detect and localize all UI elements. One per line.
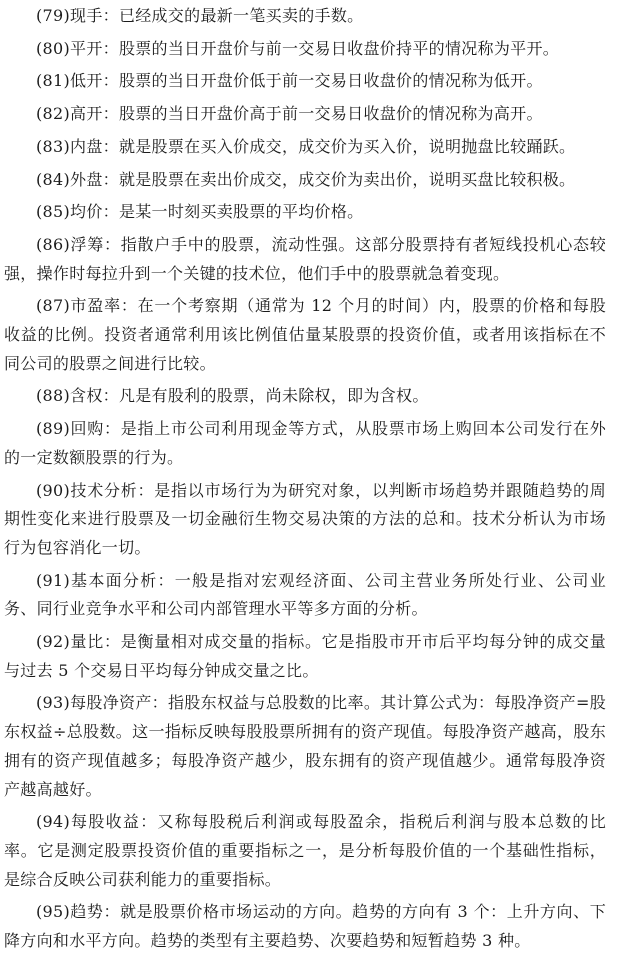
glossary-entry-80 bbox=[4, 35, 606, 64]
entry-text: 市盈率：在一个考察期（通常为 12 个月的时间）内，股票的价格和每股收益的比例。投资者通常利用该比例值估量某股票的投资价值，或者用该指标在不同公司的股票之间进行比较。 bbox=[4, 296, 606, 373]
entry-number: (86) bbox=[36, 234, 71, 254]
entry-text: 浮筹：指散户手中的股票，流动性强。这部分股票持有者短线投机心态较强，操作时每拉升到一个关键的技术位，他们手中的股票就急着变现。 bbox=[4, 234, 606, 283]
entry-text: 基本面分析：一般是指对宏观经济面、公司主营业务所处行业、公司业务、同行业竞争水平和公司内部管理水平等多方面的分析。 bbox=[4, 570, 606, 619]
glossary-entry-93 bbox=[4, 689, 606, 804]
entry-number: (82) bbox=[36, 104, 71, 124]
glossary-entry-88 bbox=[4, 382, 606, 411]
entry-text: 趋势：就是股票价格市场运动的方向。趋势的方向有 3 个：上升方向、下降方向和水平方向。趋势的类型有主要趋势、次要趋势和短暂趋势 3 种。 bbox=[4, 902, 606, 951]
entry-text: 每股收益：又称每股税后利润或每股盈余，指税后利润与股本总数的比率。它是测定股票投资价值的重要指标之一，是分析每股价值的一个基础性指标，是综合反映公司获利能力的重要指标。 bbox=[4, 812, 606, 889]
entry-number: (84) bbox=[36, 169, 71, 189]
entry-number: (81) bbox=[36, 71, 71, 91]
entry-number: (85) bbox=[36, 202, 71, 222]
entry-text: 外盘：就是股票在卖出价成交，成交价为卖出价，说明买盘比较积极。 bbox=[70, 169, 576, 189]
glossary-entry-85 bbox=[4, 198, 606, 227]
entry-number: (80) bbox=[36, 38, 71, 58]
entry-text: 低开：股票的当日开盘价低于前一交易日收盘价的情况称为低开。 bbox=[70, 71, 543, 91]
glossary-entry-95 bbox=[4, 898, 606, 955]
entry-text: 回购：是指上市公司利用现金等方式，从股票市场上购回本公司发行在外的一定数额股票的行为。 bbox=[4, 419, 606, 467]
glossary-entry-83 bbox=[4, 133, 606, 162]
entry-text: 平开：股票的当日开盘价与前一交易日收盘价持平的情况称为平开。 bbox=[70, 38, 560, 58]
entry-number: (93) bbox=[36, 693, 71, 713]
glossary-entry-94 bbox=[4, 808, 606, 894]
entry-number: (91) bbox=[36, 570, 71, 590]
entry-number: (94) bbox=[36, 812, 71, 832]
glossary-entry-90 bbox=[4, 477, 606, 563]
glossary-entry-84 bbox=[4, 166, 606, 195]
glossary-entry-89 bbox=[4, 415, 606, 472]
entry-text: 内盘：就是股票在买入价成交，成交价为买入价，说明抛盘比较踊跃。 bbox=[70, 136, 576, 156]
entry-text: 每股净资产：指股东权益与总股数的比率。其计算公式为：每股净资产=股东权益÷总股数。这一指标反映每股股票所拥有的资产现值。每股净资产越高，股东拥有的资产现值越多；每股净资产越少，股东拥有的资产现值越少。通常每股净资产越高越好。 bbox=[4, 693, 606, 799]
glossary-entry-81 bbox=[4, 67, 606, 96]
entry-number: (83) bbox=[36, 136, 71, 156]
entry-text: 量比：是衡量相对成交量的指标。它是指股市开市后平均每分钟的成交量与过去 5 个交易日平均每分钟成交量之比。 bbox=[4, 632, 606, 680]
entry-text: 技术分析：是指以市场行为为研究对象，以判断市场趋势并跟随趋势的周期性变化来进行股票及一切金融衍生物交易决策的方法的总和。技术分析认为市场行为包容消化一切。 bbox=[4, 480, 606, 557]
entry-text: 均价：是某一时刻买卖股票的平均价格。 bbox=[70, 202, 364, 222]
entry-number: (89) bbox=[36, 419, 71, 439]
glossary-entry-86 bbox=[4, 231, 606, 288]
entry-text: 高开：股票的当日开盘价高于前一交易日收盘价的情况称为高开。 bbox=[70, 104, 543, 124]
entry-text: 含权：凡是有股利的股票，尚未除权，即为含权。 bbox=[70, 386, 429, 406]
entry-number: (88) bbox=[36, 386, 71, 406]
entry-number: (79) bbox=[36, 6, 71, 25]
entry-number: (87) bbox=[36, 296, 71, 316]
glossary-entry-92 bbox=[4, 628, 606, 685]
glossary-entry-87 bbox=[4, 292, 606, 378]
entry-number: (90) bbox=[36, 480, 71, 500]
glossary-entry-91 bbox=[4, 567, 606, 624]
glossary-entry-79 bbox=[4, 2, 606, 31]
entry-text: 现手：已经成交的最新一笔买卖的手数。 bbox=[70, 6, 364, 25]
glossary-entry-82 bbox=[4, 100, 606, 129]
entry-number: (95) bbox=[36, 902, 71, 922]
entry-number: (92) bbox=[36, 632, 71, 652]
